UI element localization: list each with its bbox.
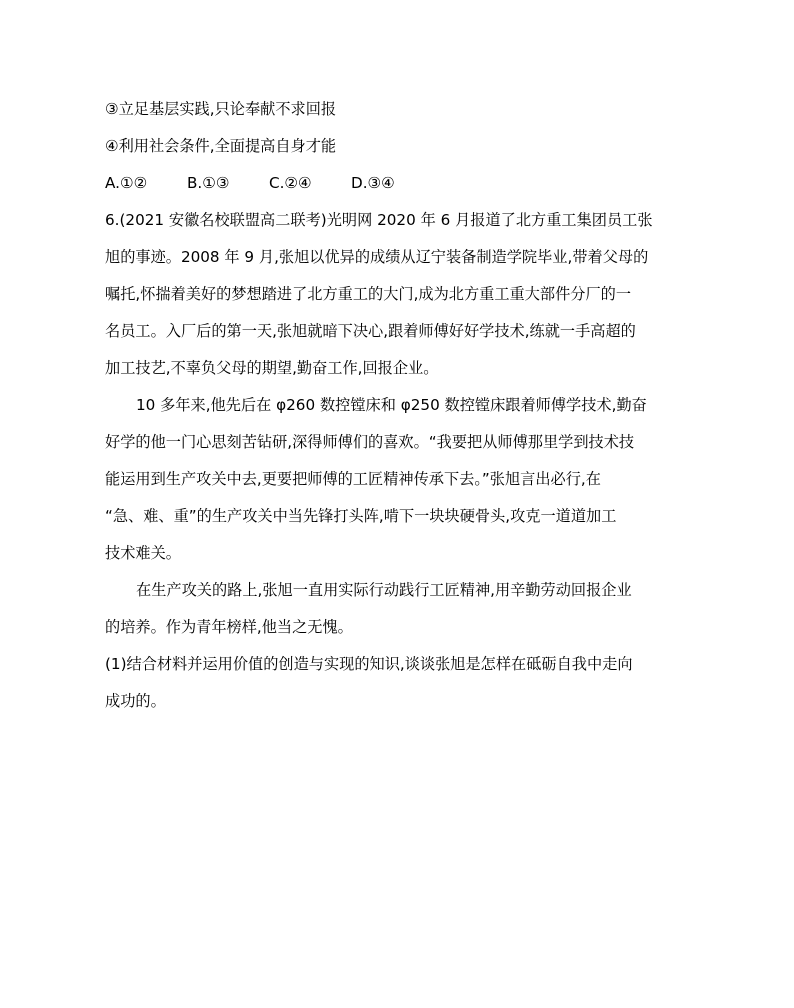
text-line: “急、难、重”的生产攻关中当先锋打头阵,啃下一块块硬骨头,攻克一道道加工	[105, 507, 617, 525]
text-line: 能运用到生产攻关中去,更要把师傅的工匠精神传承下去。”张旭言出必行,在	[105, 470, 601, 488]
text-line: 好学的他一门心思刻苦钻研,深得师傅们的喜欢。“我要把从师傅那里学到技术技	[105, 433, 635, 451]
question-6-intro	[105, 202, 695, 387]
document-content	[105, 91, 695, 720]
text-line: 名员工。入厂后的第一天,张旭就暗下决心,跟着师傅好好学技术,练就一手高超的	[105, 322, 636, 340]
text-line: 成功的。	[105, 692, 166, 710]
text-line: 的培养。作为青年榜样,他当之无愧。	[105, 618, 353, 636]
question-6-paragraph-3	[105, 572, 695, 646]
text-line: 6.(2021 安徽名校联盟高二联考)光明网 2020 年 6 月报道了北方重工集团员工张	[105, 211, 653, 229]
choice-b: B.①③	[187, 174, 230, 192]
option-3: ③立足基层实践,只论奉献不求回报	[105, 100, 337, 118]
text-line: 技术难关。	[105, 544, 181, 562]
text-line: 旭的事迹。2008 年 9 月,张旭以优异的成绩从辽宁装备制造学院毕业,带着父母的	[105, 248, 649, 266]
text-line: 10 多年来,他先后在 φ260 数控镗床和 φ250 数控镗床跟着师傅学技术,勤奋	[136, 396, 647, 414]
question-6-paragraph-2	[105, 387, 695, 572]
text-line: 加工技艺,不辜负父母的期望,勤奋工作,回报企业。	[105, 359, 439, 377]
option-4: ④利用社会条件,全面提高自身才能	[105, 137, 337, 155]
choice-d: D.③④	[351, 174, 395, 192]
text-line: 嘱托,怀揣着美好的梦想踏进了北方重工的大门,成为北方重工重大部件分厂的一	[105, 285, 632, 303]
sub-question-1	[105, 646, 695, 720]
choice-c: C.②④	[269, 174, 312, 192]
text-line: (1)结合材料并运用价值的创造与实现的知识,谈谈张旭是怎样在砥砺自我中走向	[105, 655, 633, 673]
choice-a: A.①②	[105, 174, 148, 192]
answer-choices	[105, 165, 695, 202]
text-line: 在生产攻关的路上,张旭一直用实际行动践行工匠精神,用辛勤劳动回报企业	[136, 581, 632, 599]
